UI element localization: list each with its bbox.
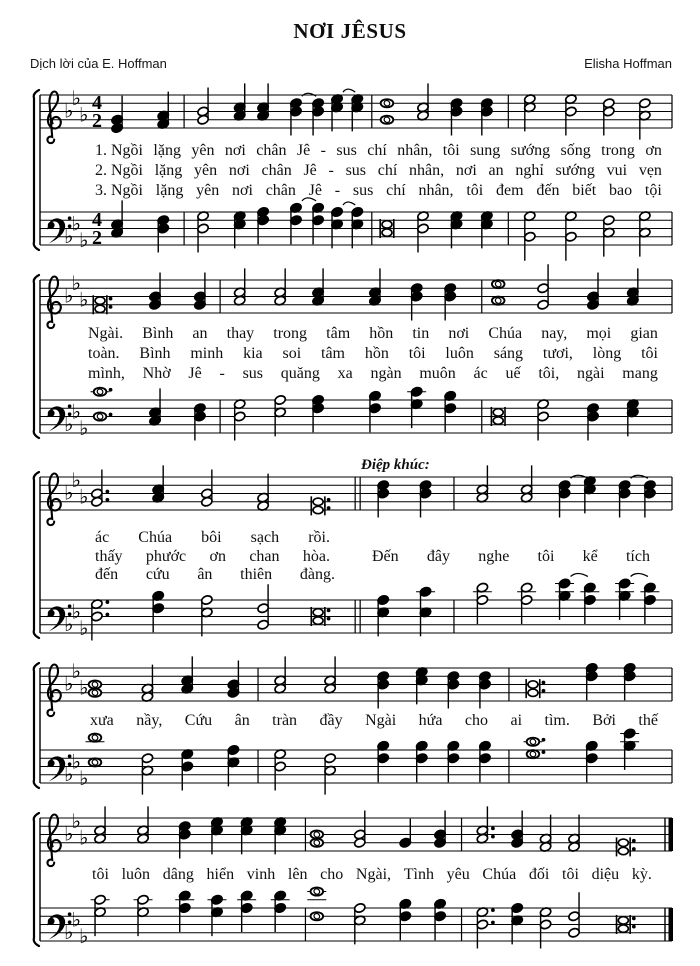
augmentation-dot [542, 689, 546, 693]
lyric-syllable: lòng [592, 345, 622, 362]
lyrics-row [95, 181, 662, 200]
lyric-syllable: tràn [272, 712, 298, 729]
lyric-syllable: tôi [562, 866, 579, 883]
lyric-syllable: tích [625, 548, 650, 565]
lyric-syllable: toàn. [88, 345, 120, 362]
note-head [137, 894, 150, 905]
lyric-syllable: nơi [224, 142, 246, 159]
note-head [399, 837, 412, 848]
breve-head [95, 305, 105, 312]
lyric-syllable: lặng [154, 162, 183, 179]
note-head [111, 123, 124, 134]
breve-head [382, 229, 392, 236]
flat-sign: ♭ [64, 411, 74, 436]
lyric-syllable: thay [226, 325, 255, 342]
lyric-syllable: an [192, 325, 208, 342]
augmentation-dot [491, 921, 495, 925]
note-head [511, 903, 524, 914]
augmentation-dot [327, 617, 331, 621]
lyric-syllable: muôn [419, 365, 456, 382]
lyric-syllable: đây [426, 548, 450, 565]
flat-sign: ♭ [64, 611, 74, 636]
lyric-syllable: đầy [319, 712, 343, 729]
lyric-syllable: nghỉ [515, 162, 544, 179]
lyric-syllable: yên [194, 162, 218, 179]
augmentation-dot [542, 750, 546, 754]
lyric-syllable: sướng [555, 162, 595, 179]
note-head [602, 215, 615, 226]
lyric-syllable: chan [249, 548, 280, 565]
note-head [324, 753, 337, 764]
breve-head [313, 609, 323, 616]
lyric-syllable: đến [95, 566, 119, 583]
lyric-syllable: soi [282, 345, 302, 362]
breve-head [313, 506, 323, 513]
augmentation-dot [542, 681, 546, 685]
breve-head [618, 847, 628, 854]
flat-sign: ♭ [71, 399, 81, 424]
lyric-syllable: vinh [246, 866, 276, 883]
final-barline [669, 818, 674, 851]
treble-clef-icon [47, 474, 60, 526]
lyric-syllable: 1. Ngồi [95, 142, 143, 159]
augmentation-dot [491, 826, 495, 830]
time-signature: 4 [92, 92, 102, 114]
lyric-syllable: tôi [92, 866, 109, 883]
breve-head [528, 689, 538, 696]
lyric-syllable: ân [197, 566, 213, 583]
lyric-syllable: ân [234, 712, 250, 729]
lyric-syllable: an [488, 162, 504, 179]
lyric-syllable: sáng [493, 345, 524, 362]
augmentation-dot [327, 498, 331, 502]
lyric-syllable: nay, [541, 325, 568, 342]
flat-sign: ♭ [79, 765, 89, 790]
system-bracket [34, 813, 39, 946]
lyric-syllable: tìm. [544, 712, 570, 729]
flat-sign: ♭ [79, 615, 89, 640]
lyric-syllable: nơi [455, 162, 477, 179]
lyric-syllable: sạch [250, 529, 280, 546]
lyric-syllable: nơi [448, 325, 470, 342]
lyric-syllable: đem [496, 182, 524, 199]
flat-sign: ♭ [79, 415, 89, 440]
lyrics-row [95, 547, 330, 566]
lyric-syllable: hiển [206, 866, 235, 883]
lyric-syllable: vẹn [638, 162, 662, 179]
flat-sign: ♭ [64, 98, 74, 123]
lyric-syllable: 2. Ngồi [95, 162, 143, 179]
note-head [558, 578, 571, 589]
lyric-syllable: Chúa [488, 325, 523, 342]
lyric-syllable: ngài [577, 365, 605, 382]
system-bracket [34, 275, 39, 438]
lyric-syllable: diệu [591, 866, 620, 883]
lyric-syllable: Jê [188, 365, 202, 382]
lyric-syllable: lên [287, 866, 308, 883]
breve-head [382, 221, 392, 228]
flat-sign: ♭ [71, 907, 81, 932]
flat-sign: ♭ [64, 919, 74, 944]
lyric-syllable: - [334, 182, 341, 199]
lyric-syllable: Ngài [365, 712, 397, 729]
lyric-syllable: Chúa [138, 529, 173, 546]
note-head [537, 299, 550, 310]
lyric-syllable: kể [582, 548, 598, 565]
lyric-syllable: ngàn [370, 365, 402, 382]
lyric-syllable: ơn [645, 142, 662, 159]
breve-head [313, 617, 323, 624]
lyric-syllable: Đến [372, 548, 399, 565]
augmentation-dot [105, 498, 109, 502]
tie [343, 89, 355, 92]
lyric-syllable: Bình [142, 325, 174, 342]
lyric-syllable: nầy, [136, 712, 163, 729]
lyric-syllable: nơi [232, 182, 253, 199]
treble-clef-icon [47, 815, 60, 867]
note-head [419, 586, 432, 597]
song-title: NƠI JÊSUS [293, 19, 407, 43]
augmentation-dot [105, 490, 109, 494]
note-head [639, 98, 652, 109]
augmentation-dot [109, 413, 113, 417]
lyric-syllable: chân [256, 142, 287, 159]
note-head [149, 299, 162, 310]
note-head [377, 595, 390, 606]
lyric-syllable: sống [560, 142, 591, 159]
flat-sign: ♭ [71, 749, 81, 774]
lyric-syllable: nhân, [397, 142, 433, 159]
breve-head [493, 417, 503, 424]
augmentation-dot [632, 839, 636, 843]
lyrics-row [95, 528, 330, 547]
lyric-syllable: Tình [403, 866, 434, 883]
flat-sign: ♭ [79, 102, 89, 127]
flat-sign: ♭ [71, 211, 81, 236]
lyric-syllable: tội [644, 182, 662, 199]
breve-head [493, 409, 503, 416]
augmentation-dot [109, 305, 113, 309]
lyric-syllable: hồn [369, 325, 394, 342]
flat-sign: ♭ [79, 675, 89, 700]
final-barline [669, 908, 674, 941]
breve-head [313, 498, 323, 505]
system-bracket [34, 472, 39, 638]
lyric-syllable: yên [191, 142, 215, 159]
note-head [227, 745, 240, 756]
time-signature: 2 [92, 227, 102, 249]
lyric-syllable: mang [622, 365, 658, 382]
lyric-syllable: lặng [155, 182, 184, 199]
lyric-syllable: thế [638, 712, 658, 729]
note-head [94, 894, 107, 905]
lyric-syllable: tôi [442, 142, 460, 159]
lyric-syllable: Jê [303, 162, 317, 179]
flat-sign: ♭ [79, 484, 89, 509]
note-head [353, 903, 366, 914]
lyric-syllable: hòa. [302, 548, 330, 565]
lyric-syllable: tin [412, 325, 430, 342]
lyric-syllable: tâm [321, 345, 345, 362]
lyric-syllable: tôi [466, 182, 484, 199]
note-head [194, 299, 207, 310]
note-head [91, 496, 104, 507]
lyrics-row [372, 547, 650, 566]
flat-sign: ♭ [79, 825, 89, 850]
time-signature: 2 [92, 110, 102, 132]
flat-sign: ♭ [71, 271, 81, 296]
lyric-syllable: tôi [408, 345, 426, 362]
note-head [568, 927, 581, 938]
lyric-syllable: biết [572, 182, 597, 199]
breve-head [618, 925, 628, 932]
lyrics-row [95, 161, 662, 180]
lyric-syllable: đối [528, 866, 550, 883]
lyric-syllable: Cứu [184, 712, 213, 729]
augmentation-dot [327, 608, 331, 612]
lyric-syllable: - [320, 142, 326, 159]
note-head [511, 837, 524, 848]
note-head [410, 386, 423, 397]
lyrics-row [95, 141, 662, 160]
flat-sign: ♭ [71, 468, 81, 493]
lyric-syllable: gian [630, 325, 658, 342]
lyric-syllable: lặng [153, 142, 181, 159]
lyric-syllable: kia [243, 345, 263, 362]
breve-head [95, 297, 105, 304]
augmentation-dot [491, 908, 495, 912]
flat-sign: ♭ [79, 923, 89, 948]
lyric-syllable: minh [190, 345, 224, 362]
lyric-syllable: Chúa [482, 866, 517, 883]
lyric-syllable: yêu [446, 866, 470, 883]
flat-sign: ♭ [64, 480, 74, 505]
flat-sign: ♭ [79, 227, 89, 252]
lyric-syllable: đến [536, 182, 560, 199]
note-head [353, 837, 366, 848]
flat-sign: ♭ [64, 283, 74, 308]
lyric-syllable: Ngài, [355, 866, 392, 883]
lyric-syllable: uế [505, 365, 521, 382]
lyrics-row [90, 711, 658, 730]
tie [631, 574, 648, 577]
lyric-syllable: sus [242, 365, 264, 382]
lyric-syllable: luôn [121, 866, 151, 883]
tie [343, 202, 355, 205]
lyric-syllable: nhân, [409, 162, 445, 179]
lyric-syllable: tâm [326, 325, 351, 342]
lyric-syllable: Jê [296, 142, 311, 159]
lyric-syllable: thiên [240, 566, 273, 583]
lyric-syllable: cứu [145, 566, 170, 583]
note-head [201, 595, 214, 606]
flat-sign: ♭ [71, 86, 81, 111]
augmentation-dot [632, 847, 636, 851]
breve-head [618, 917, 628, 924]
note-head [141, 753, 154, 764]
lyric-syllable: cho [464, 712, 489, 729]
augmentation-dot [491, 835, 495, 839]
lyric-syllable: ơn [209, 548, 226, 565]
breve-head [618, 839, 628, 846]
lyric-syllable: bôi [201, 529, 222, 546]
note-head [274, 395, 287, 406]
lyric-syllable: ai [510, 712, 523, 729]
lyric-syllable: đàng. [299, 566, 335, 583]
lyric-syllable: yên [196, 182, 220, 199]
lyric-syllable: 3. Ngồi [95, 182, 143, 199]
lyric-syllable: Nhờ [142, 365, 171, 382]
lyric-syllable: dâng [162, 866, 194, 883]
note-head [201, 496, 214, 507]
note-head [197, 114, 210, 125]
lyric-syllable: Ngài. [88, 325, 124, 342]
flat-sign: ♭ [64, 821, 74, 846]
lyric-syllable: chân [261, 162, 292, 179]
lyric-syllable: nhân, [418, 182, 454, 199]
lyric-syllable: mọi [586, 325, 612, 342]
lyric-syllable: sus [336, 142, 357, 159]
lyric-syllable: chí [386, 182, 406, 199]
translator-credit: Dịch lời của E. Hoffman [30, 56, 167, 71]
augmentation-dot [632, 925, 636, 929]
lyrics-row [88, 364, 658, 383]
augmentation-dot [542, 738, 546, 742]
lyric-syllable: hồn [364, 345, 389, 362]
lyrics-row [95, 565, 335, 584]
note-head [331, 207, 344, 218]
lyric-syllable: Bình [139, 345, 171, 362]
lyric-syllable: xưa [90, 712, 114, 729]
lyric-syllable: tôi [537, 548, 555, 565]
breve-head [528, 681, 538, 688]
flat-sign: ♭ [71, 659, 81, 684]
time-signature: 4 [92, 209, 102, 231]
lyric-syllable: chí [367, 142, 387, 159]
flat-sign: ♭ [71, 599, 81, 624]
lyric-syllable: Bởi [592, 712, 616, 729]
flat-sign: ♭ [79, 287, 89, 312]
system-bracket [34, 663, 39, 788]
lyric-syllable: trong [601, 142, 635, 159]
flat-sign: ♭ [64, 671, 74, 696]
lyric-syllable: luôn [445, 345, 474, 362]
lyric-syllable: cho [320, 866, 344, 883]
lyric-syllable: xa [337, 365, 353, 382]
note-head [434, 837, 447, 848]
lyric-syllable: nghe [478, 548, 510, 565]
treble-clef-icon [47, 665, 60, 717]
augmentation-dot [109, 388, 113, 392]
lyric-syllable: mình, [88, 365, 125, 382]
lyric-syllable: thấy [95, 548, 123, 565]
augmentation-dot [327, 506, 331, 510]
composer-credit: Elisha Hoffman [584, 56, 672, 71]
lyric-syllable: ác [473, 365, 488, 382]
lyrics-row [88, 324, 658, 343]
lyric-syllable: vui [606, 162, 628, 179]
lyric-syllable: trong [273, 325, 308, 342]
augmentation-dot [632, 916, 636, 920]
lyric-syllable: - [328, 162, 334, 179]
augmentation-dot [105, 613, 109, 617]
lyric-syllable: sướng [510, 142, 551, 159]
treble-clef-icon [47, 92, 60, 144]
lyric-syllable: ác [95, 529, 110, 546]
flat-sign: ♭ [64, 761, 74, 786]
chorus-label: Điệp khúc: [361, 457, 430, 473]
lyrics-row [88, 344, 658, 363]
lyric-syllable: chí [377, 162, 398, 179]
note-head [587, 299, 600, 310]
lyric-syllable: Jê [308, 182, 322, 199]
note-head [257, 619, 270, 630]
treble-clef-icon [47, 277, 60, 329]
lyric-syllable: phước [145, 548, 187, 565]
lyric-syllable: nơi [228, 162, 250, 179]
lyric-syllable: sus [345, 162, 367, 179]
lyric-syllable: sus [352, 182, 374, 199]
system-bracket [34, 90, 39, 250]
lyric-syllable: rồi. [308, 529, 330, 546]
lyric-syllable: tươi, [542, 345, 573, 362]
lyric-syllable: quăng [280, 365, 320, 382]
note-head [351, 207, 364, 218]
lyric-syllable: sung [470, 142, 501, 159]
lyric-syllable: tôi [641, 345, 658, 362]
tie [571, 574, 588, 577]
augmentation-dot [105, 600, 109, 604]
lyric-syllable: bao [609, 182, 633, 199]
flat-sign: ♭ [64, 223, 74, 248]
note-head [227, 687, 240, 698]
note-head [618, 578, 631, 589]
lyrics-row [92, 865, 652, 884]
augmentation-dot [109, 297, 113, 301]
lyric-syllable: tôi, [538, 365, 560, 382]
lyric-syllable: hứa [418, 712, 443, 729]
lyric-syllable: kỳ. [631, 866, 652, 883]
flat-sign: ♭ [71, 809, 81, 834]
note-head [211, 894, 224, 905]
lyric-syllable: chân [265, 182, 296, 199]
lyric-syllable: - [219, 365, 225, 382]
